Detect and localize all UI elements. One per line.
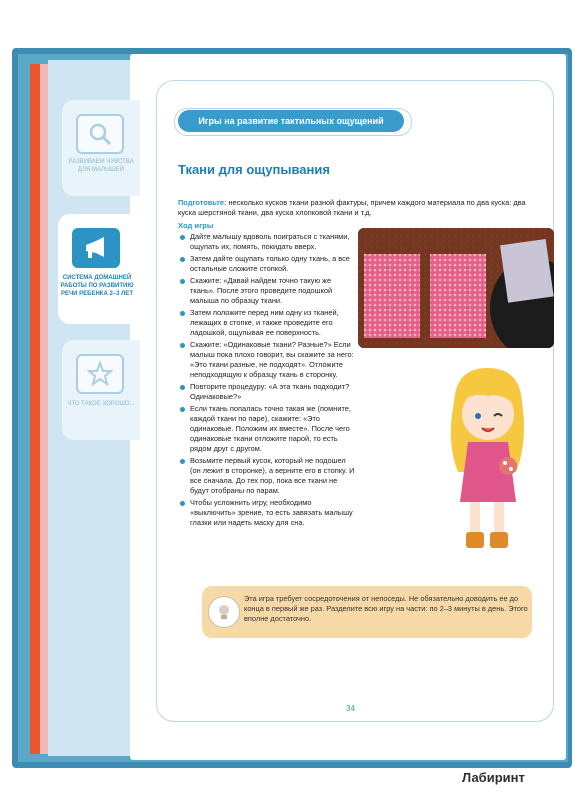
list-item: Дайте малышу вдоволь поиграться с тканями, ощупать их, помять, покидать вверх.: [178, 232, 356, 252]
sidebar-tab-speech[interactable]: [58, 214, 140, 324]
steps-list-narrow: [178, 232, 356, 530]
list-item: Возьмите первый кусок, который не подошел (он лежит в сторонке), а верните его в стопку. И все сначала. До тех пор, пока все ткани не будут отобраны по парам.: [178, 456, 356, 496]
list-item: Чтобы усложнить игру, необходимо «выключить» зрение, то есть завязать малышу глазки или надеть маску для сна.: [178, 498, 356, 528]
sidebar-tab-label: ЧТО ТАКОЕ ХОРОШО...: [67, 401, 135, 407]
sidebar-tab-label: СИСТЕМА ДОМАШНЕЙ РАБОТЫ ПО РАЗВИТИЮ РЕЧИ РЕБЕНКА 2–3 ЛЕТ: [60, 275, 134, 297]
steps-heading: Ход игры: [178, 221, 214, 230]
sidebar-tab-good[interactable]: [62, 340, 140, 440]
sidebar-tab-label: РАЗВИВАЕМ ЧУВСТВА ДЛЯ МАЛЫШЕЙ: [68, 159, 134, 173]
list-item: Если ткань попалась точно такая же (помните, каждой ткани по паре), скажите: «Это одинаковые. Положим их вместе». После чего одинаковые ткани отложите парой, то есть рядом друг с другом.: [178, 404, 356, 454]
section-title: Игры на развитие тактильных ощущений: [178, 110, 404, 132]
magnifier-icon: [76, 114, 124, 154]
list-item: Скажите: «Давай найдем точно такую же ткань». После этого проведите подошкой малыша по образцу ткани.: [178, 276, 356, 306]
publisher-logo: Лабиринт: [462, 770, 525, 785]
page-title: Ткани для ощупывания: [178, 162, 330, 177]
tip-text: Эта игра требует сосредоточения от непоседы. Не обязательно доводить ее до конца в первый же раз. Разделите всю игру на части: по 2–3 минуты в день. Этого вполне достаточно.: [244, 594, 528, 623]
tip-icon: [208, 596, 240, 628]
cover-stripe-orange: [30, 64, 40, 754]
list-item: Затем положите перед ним одну из тканей, лежащих в стопке, и также проведите его ладошкой, ощупывая ее поверхность.: [178, 308, 356, 338]
girl-illustration: [432, 362, 542, 562]
page-number: 34: [346, 704, 355, 713]
list-item: Повторите процедуру: «А эта ткань подходит? Одинаковые?»: [178, 382, 356, 402]
star-icon: [76, 354, 124, 394]
intro-text: несколько кусков ткани разной фактуры, причем каждого материала по два куска: два куска шерстяной ткани, два куска хлопковой ткани и т.д.: [178, 198, 526, 217]
megaphone-icon: [72, 228, 120, 268]
list-item: Затем дайте ощупать только одну ткань, а все остальные сложите стопкой.: [178, 254, 356, 274]
intro-label: Подготовьте:: [178, 198, 227, 207]
sidebar-tab-senses[interactable]: [62, 100, 140, 196]
intro-paragraph: [178, 198, 538, 218]
cover-stripe-pink: [40, 64, 48, 754]
fabric-photo: [358, 228, 554, 348]
list-item: Скажите: «Одинаковые ткани? Разные?» Если малыш пока плохо говорит, вы скажите за него: «Это ткани разные, не подходят». Отложите неподходящую к образцу ткань в сторонку.: [178, 340, 356, 380]
